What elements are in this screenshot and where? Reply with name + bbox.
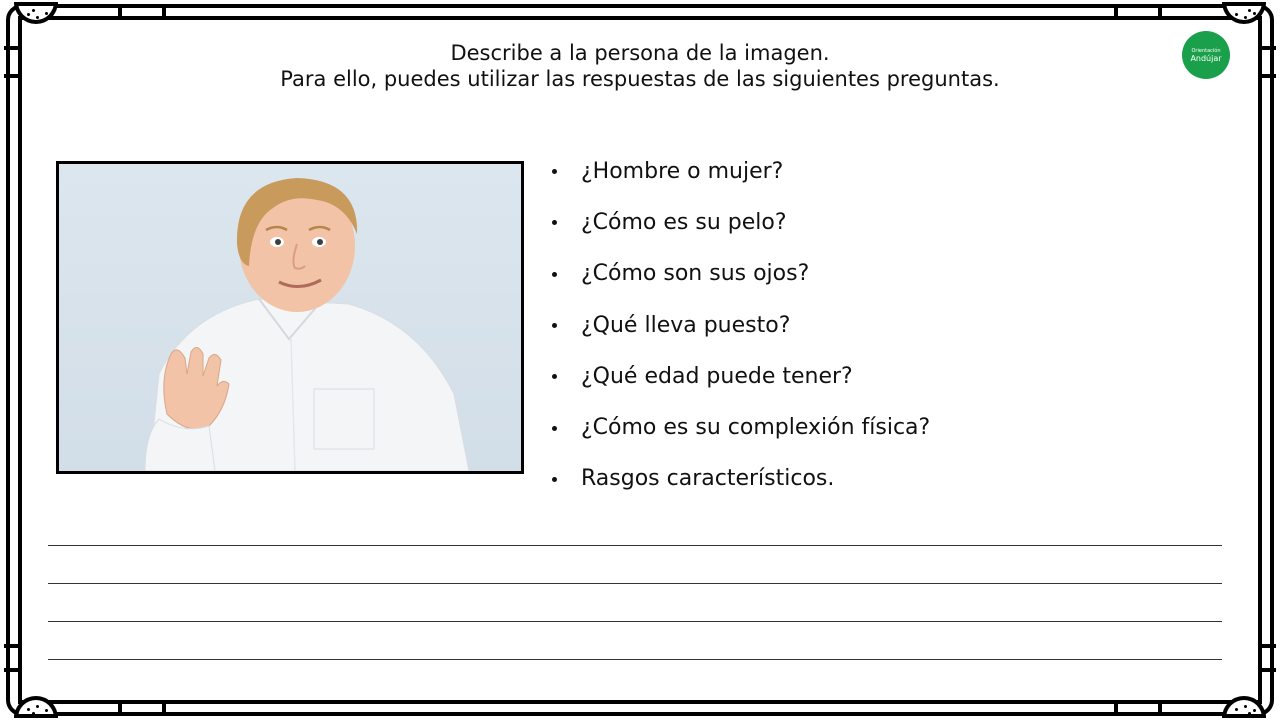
question-text: Rasgos característicos. — [581, 466, 835, 492]
question-text: ¿Hombre o mujer? — [581, 158, 784, 184]
bullet-icon — [552, 426, 557, 431]
brand-logo — [1182, 31, 1230, 79]
bullet-icon — [552, 169, 557, 174]
question-text: ¿Cómo es su pelo? — [581, 209, 787, 235]
logo-main-text: Andújar — [1190, 53, 1222, 63]
bullet-icon — [552, 220, 557, 225]
instructions-heading — [140, 40, 1140, 92]
bullet-icon — [552, 374, 557, 379]
writing-line[interactable] — [48, 583, 1222, 584]
question-item — [552, 197, 1192, 248]
question-text: ¿Cómo es su complexión física? — [581, 415, 931, 441]
writing-line[interactable] — [48, 659, 1222, 660]
question-text: ¿Qué edad puede tener? — [581, 363, 853, 389]
instructions-line-1: Describe a la persona de la imagen. — [450, 41, 830, 65]
question-list — [552, 146, 1192, 505]
question-text: ¿Qué lleva puesto? — [581, 312, 791, 338]
bullet-icon — [552, 477, 557, 482]
question-item — [552, 402, 1192, 453]
question-item — [552, 454, 1192, 505]
logo-small-text: Orientación — [1191, 47, 1221, 54]
instructions-line-2: Para ello, puedes utilizar las respuestas de las siguientes preguntas. — [280, 67, 1000, 91]
question-item — [552, 351, 1192, 402]
bullet-icon — [552, 323, 557, 328]
bullet-icon — [552, 272, 557, 277]
question-text: ¿Cómo son sus ojos? — [581, 261, 810, 287]
person-illustration — [59, 164, 521, 471]
person-photo — [56, 161, 524, 474]
question-item — [552, 300, 1192, 351]
writing-line[interactable] — [48, 545, 1222, 546]
question-item — [552, 146, 1192, 197]
writing-line[interactable] — [48, 621, 1222, 622]
question-item — [552, 249, 1192, 300]
